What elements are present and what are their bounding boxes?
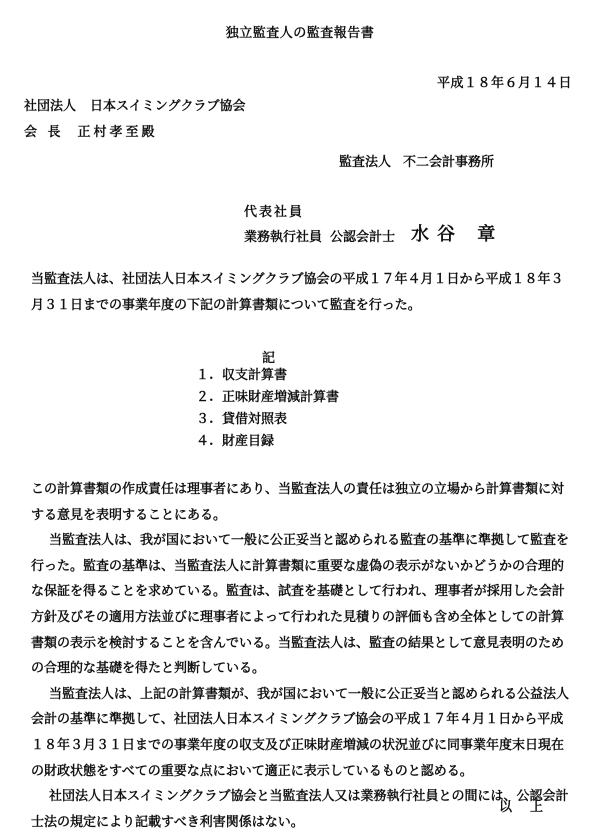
list-item-label: 正味財産増減計算書 <box>222 390 340 405</box>
report-date: 平成１８年６月１４日 <box>437 76 573 91</box>
addressee-organization <box>24 95 246 114</box>
list-item-number: ２. <box>196 390 214 405</box>
list-item <box>196 409 339 431</box>
list-item-label: 貸借対照表 <box>222 412 288 427</box>
audit-scope-paragraph: 当監査法人は、我が国において一般に公正妥当と認められる監査の基準に準拠して監査を行った。監査の基準は、当監査法人に計算書類に重要な虚偽の表示がないかどうかの合理的な保証を得ることを求めている。監査は、試査を基礎として行われ、理事者が採用した会計方針及びその適用方法並びに理事者によって行われた見積りの評価も含め全体としての計算書類の表示を検討することを含んでいる。当監査法人は、監査の結果として意見表明のための合理的な基礎を得たと判断している。 <box>31 533 570 677</box>
firm-name: 不二会計事務所 <box>403 155 495 170</box>
addressee-person <box>24 121 158 140</box>
signatory-name: 水谷 章 <box>411 224 504 245</box>
independence-paragraph: 社団法人日本スイミングクラブ協会と当監査法人又は業務執行社員との間には、公認会計士法の規定により記載すべき利害関係はない。 <box>31 789 569 830</box>
auditor-firm <box>339 151 494 170</box>
list-item-number: １. <box>196 368 214 383</box>
responsibility-paragraph: この計算書類の作成責任は理事者にあり、当監査法人の責任は独立の立場から計算書類に対する意見を表明することにある。 <box>31 482 565 523</box>
list-item <box>196 365 339 387</box>
organization-prefix: 社団法人 <box>24 99 77 114</box>
list-item-label: 収支計算書 <box>222 368 288 383</box>
report-body <box>31 477 576 835</box>
firm-prefix: 監査法人 <box>339 155 392 170</box>
closing-mark: 以上 <box>499 800 562 815</box>
addressee-role: 会 長 <box>24 125 64 140</box>
signatory-line <box>244 221 503 247</box>
list-item <box>196 387 339 409</box>
ki-heading: 記 <box>262 351 276 366</box>
addressee-name: 正村孝至殿 <box>77 125 158 140</box>
list-item <box>196 431 339 453</box>
opinion-paragraph: 当監査法人は、上記の計算書類が、我が国において一般に公正妥当と認められる公益法人会計の基準に準拠して、社団法人日本スイミングクラブ協会の平成１７年４月１日から平成１８年３月３１日までの事業年度の収支及び正味財産増減の状況並びに同事業年度末日現在の財政状態をすべての重要な点において適正に表示しているものと認める。 <box>31 686 570 779</box>
representative-line: 代表社員 <box>244 205 305 220</box>
statements-list <box>196 365 339 453</box>
list-item-number: ３. <box>196 412 214 427</box>
signatory-qualification: 公認会計士 <box>330 230 396 245</box>
organization-name: 日本スイミングクラブ協会 <box>90 99 246 114</box>
list-item-label: 財産目録 <box>222 434 275 449</box>
list-item-number: ４. <box>196 434 214 449</box>
signatory-title: 業務執行社員 <box>244 230 323 245</box>
document-title: 独立監査人の監査報告書 <box>225 26 375 41</box>
intro-paragraph: 当監査法人は、社団法人日本スイミングクラブ協会の平成１７年４月１日から平成１８年３月３１日までの事業年度の下記の計算書類について監査を行った。 <box>31 272 564 313</box>
